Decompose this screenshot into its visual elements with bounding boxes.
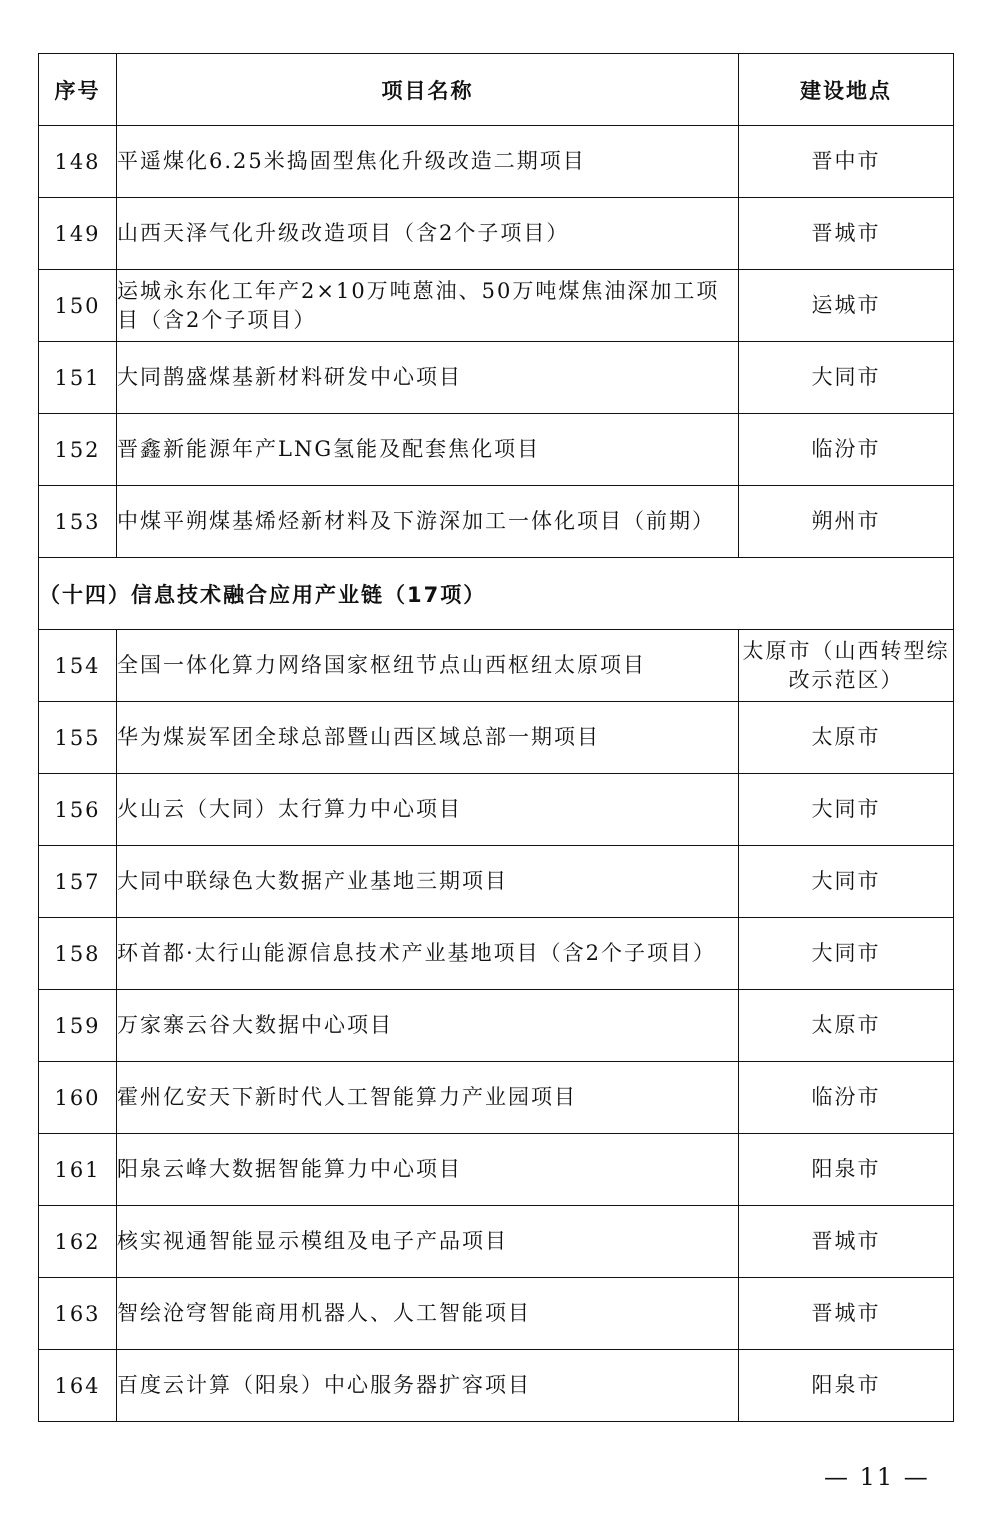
row-location: 晋城市 [739,1278,954,1350]
row-project-name: 平遥煤化6.25米捣固型焦化升级改造二期项目 [117,126,739,198]
row-seq: 158 [39,918,117,990]
row-location: 晋中市 [739,126,954,198]
header-project-name: 项目名称 [117,54,739,126]
row-project-name: 智绘沧穹智能商用机器人、人工智能项目 [117,1278,739,1350]
row-project-name: 大同中联绿色大数据产业基地三期项目 [117,846,739,918]
table-row [39,702,954,774]
row-project-name: 晋鑫新能源年产LNG氢能及配套焦化项目 [117,414,739,486]
table-row [39,342,954,414]
section-row [39,558,954,630]
row-seq: 154 [39,630,117,702]
row-project-name: 运城永东化工年产2×10万吨蒽油、50万吨煤焦油深加工项目（含2个子项目） [117,270,739,342]
row-project-name: 霍州亿安天下新时代人工智能算力产业园项目 [117,1062,739,1134]
row-seq: 161 [39,1134,117,1206]
row-location: 临汾市 [739,1062,954,1134]
row-location: 大同市 [739,342,954,414]
row-seq: 148 [39,126,117,198]
section-title: （十四）信息技术融合应用产业链（17项） [39,558,954,630]
row-location: 临汾市 [739,414,954,486]
row-seq: 149 [39,198,117,270]
table-row [39,1062,954,1134]
page-number: — 11 — [824,1463,930,1491]
row-project-name: 百度云计算（阳泉）中心服务器扩容项目 [117,1350,739,1422]
row-location: 大同市 [739,918,954,990]
row-seq: 156 [39,774,117,846]
table-row [39,1206,954,1278]
table-row [39,918,954,990]
row-location: 晋城市 [739,1206,954,1278]
row-project-name: 万家寨云谷大数据中心项目 [117,990,739,1062]
row-location: 朔州市 [739,486,954,558]
row-seq: 153 [39,486,117,558]
table-row [39,1134,954,1206]
row-project-name: 阳泉云峰大数据智能算力中心项目 [117,1134,739,1206]
row-project-name: 大同鹊盛煤基新材料研发中心项目 [117,342,739,414]
row-seq: 155 [39,702,117,774]
row-project-name: 华为煤炭军团全球总部暨山西区域总部一期项目 [117,702,739,774]
row-location: 太原市（山西转型综改示范区） [739,630,954,702]
row-project-name: 核实视通智能显示模组及电子产品项目 [117,1206,739,1278]
header-location: 建设地点 [739,54,954,126]
row-seq: 150 [39,270,117,342]
row-seq: 164 [39,1350,117,1422]
table-row [39,1350,954,1422]
row-seq: 157 [39,846,117,918]
table-row [39,126,954,198]
row-seq: 159 [39,990,117,1062]
table-row [39,1278,954,1350]
row-project-name: 环首都·太行山能源信息技术产业基地项目（含2个子项目） [117,918,739,990]
row-location: 大同市 [739,846,954,918]
table-row [39,270,954,342]
row-location: 晋城市 [739,198,954,270]
row-project-name: 中煤平朔煤基烯烃新材料及下游深加工一体化项目（前期） [117,486,739,558]
table-row [39,198,954,270]
row-location: 太原市 [739,990,954,1062]
row-project-name: 全国一体化算力网络国家枢纽节点山西枢纽太原项目 [117,630,739,702]
row-location: 运城市 [739,270,954,342]
row-location: 阳泉市 [739,1134,954,1206]
header-seq: 序号 [39,54,117,126]
row-seq: 152 [39,414,117,486]
row-project-name: 山西天泽气化升级改造项目（含2个子项目） [117,198,739,270]
row-project-name: 火山云（大同）太行算力中心项目 [117,774,739,846]
table-row [39,990,954,1062]
row-location: 太原市 [739,702,954,774]
project-table [38,53,954,1422]
row-seq: 151 [39,342,117,414]
row-location: 大同市 [739,774,954,846]
table-row [39,774,954,846]
table-row [39,486,954,558]
table-header-row [39,54,954,126]
table-row [39,630,954,702]
row-seq: 163 [39,1278,117,1350]
row-location: 阳泉市 [739,1350,954,1422]
table-row [39,846,954,918]
row-seq: 162 [39,1206,117,1278]
table-row [39,414,954,486]
row-seq: 160 [39,1062,117,1134]
